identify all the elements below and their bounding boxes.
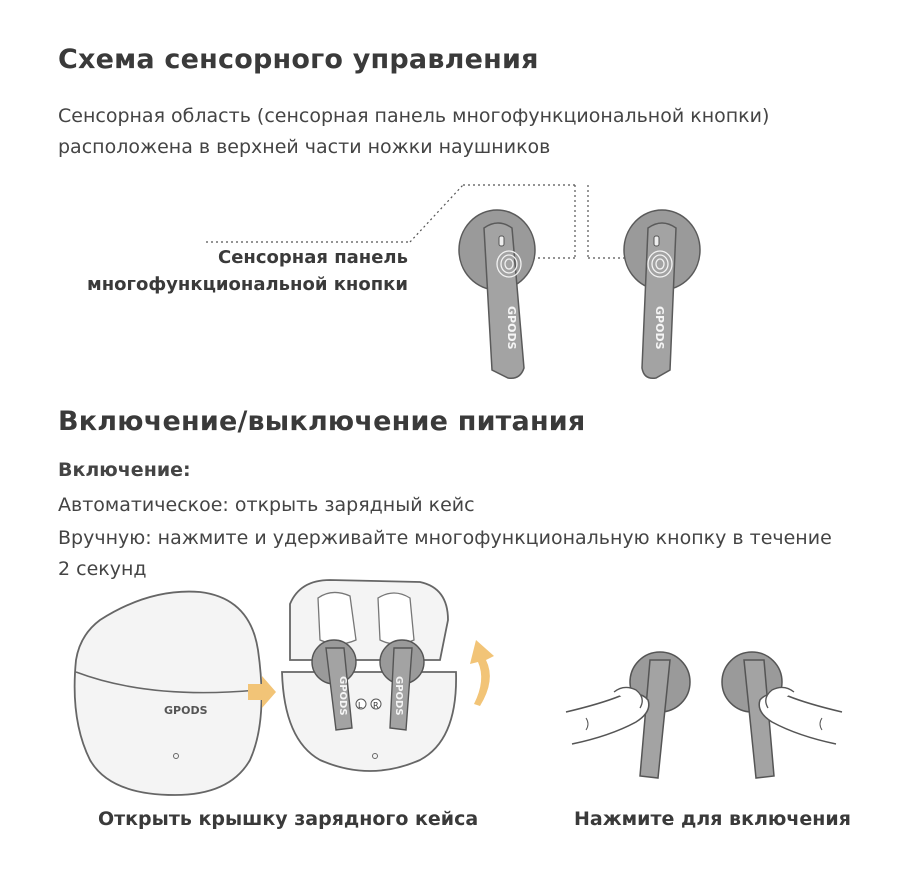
brand-logo: GPODS <box>337 676 348 716</box>
curved-arrow-icon <box>470 640 494 706</box>
section-title-power: Включение/выключение питания <box>58 406 586 437</box>
brand-logo: GPODS <box>653 306 666 350</box>
caption-press-on: Нажмите для включения <box>574 808 851 830</box>
section-title-touch-control: Схема сенсорного управления <box>58 44 539 75</box>
caption-open-case: Открыть крышку зарядного кейса <box>98 808 479 830</box>
touch-panel-label-line-2: многофункциональной кнопки <box>87 274 408 295</box>
closed-case <box>75 592 262 795</box>
open-case <box>282 580 456 771</box>
brand-logo: GPODS <box>505 306 518 350</box>
pressing-right-earbud <box>722 652 842 778</box>
power-on-subtitle: Включение: <box>58 459 191 481</box>
description-line-1: Сенсорная область (сенсорная панель многофункциональной кнопки) <box>58 105 770 127</box>
right-marker: R <box>373 701 379 710</box>
manual-power-on-line-1: Вручную: нажмите и удерживайте многофункциональную кнопку в течение <box>58 527 832 549</box>
manual-power-on-line-2: 2 секунд <box>58 558 147 580</box>
left-marker: L <box>358 701 363 710</box>
touch-panel-label-line-1: Сенсорная панель <box>218 247 408 268</box>
auto-power-on: Автоматическое: открыть зарядный кейс <box>58 494 475 516</box>
pressing-left-earbud <box>566 652 690 778</box>
description-line-2: расположена в верхней части ножки наушников <box>58 136 551 158</box>
case-brand-logo: GPODS <box>164 704 208 717</box>
brand-logo: GPODS <box>393 676 404 716</box>
